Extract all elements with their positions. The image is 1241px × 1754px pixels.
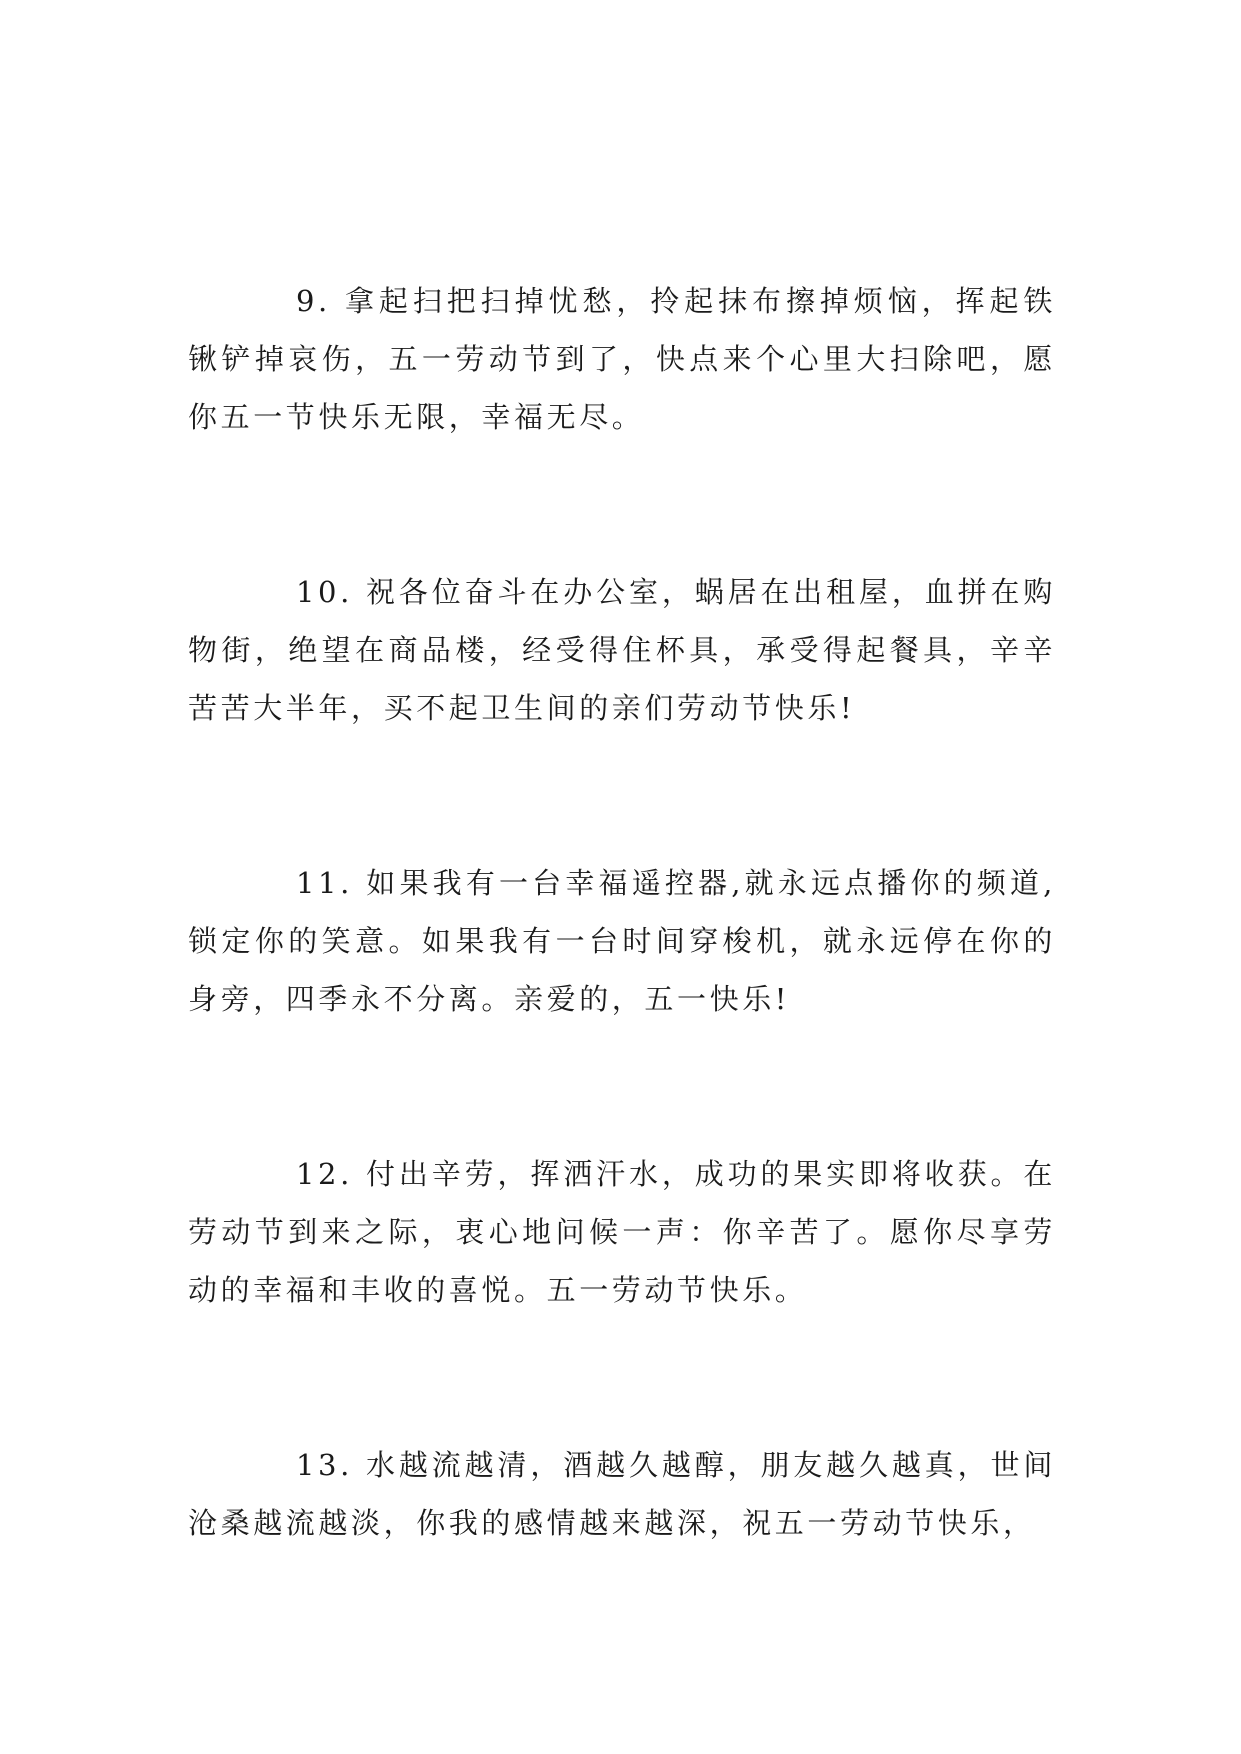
paragraph-item-11: 11. 如果我有一台幸福遥控器,就永远点播你的频道,锁定你的笑意。如果我有一台时间穿梭机，就永远停在你的身旁，四季永不分离。亲爱的，五一快乐! [188, 866, 1056, 1016]
paragraph-item-9: 9. 拿起扫把扫掉忧愁，拎起抹布擦掉烦恼，挥起铁锹铲掉哀伤，五一劳动节到了，快点来个心里大扫除吧，愿你五一节快乐无限，幸福无尽。 [188, 284, 1056, 434]
paragraph-item-13: 13. 水越流越清，酒越久越醇，朋友越久越真，世间沧桑越流越淡，你我的感情越来越深，祝五一劳动节快乐， [188, 1448, 1056, 1540]
paragraph-item-10: 10. 祝各位奋斗在办公室，蜗居在出租屋，血拼在购物街，绝望在商品楼，经受得住杯具，承受得起餐具，辛辛苦苦大半年，买不起卫生间的亲们劳动节快乐! [188, 575, 1056, 725]
paragraph-item-12: 12. 付出辛劳，挥洒汗水，成功的果实即将收获。在劳动节到来之际，衷心地问候一声：你辛苦了。愿你尽享劳动的幸福和丰收的喜悦。五一劳动节快乐。 [188, 1157, 1056, 1307]
